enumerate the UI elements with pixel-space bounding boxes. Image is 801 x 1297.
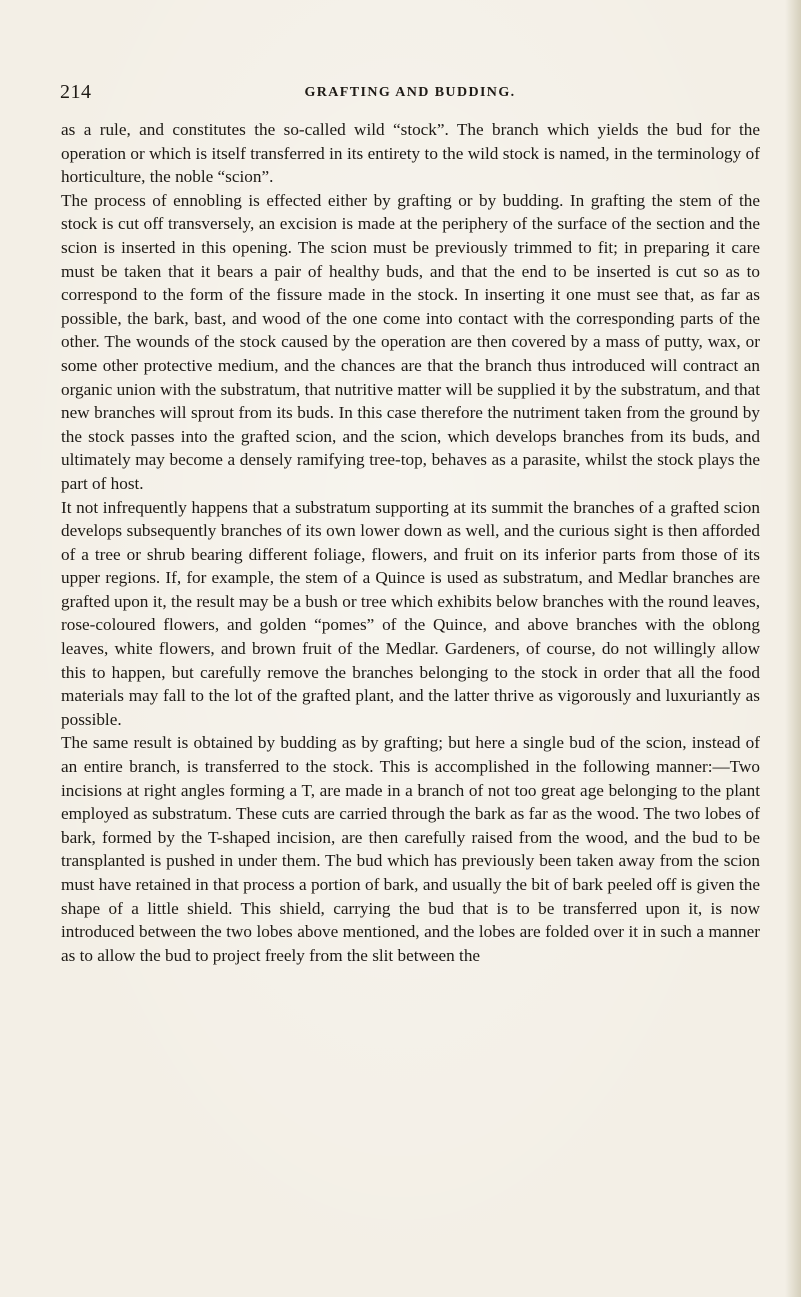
- paragraph-2: The process of ennobling is effected either by grafting or by budding. In grafting the stem of the stock is cut off transversely, an excision is made at the periphery of the surface of the section and the scion is inserted in this opening. The scion must be previously trimmed to fit; in preparing it care must be taken that it bears a pair of healthy buds, and that the end to be inserted is cut so as to correspond to the form of the fissure made in the stock. In inserting it one must see that, as far as possible, the bark, bast, and wood of the one come into contact with the corresponding parts of the other. The wounds of the stock caused by the operation are then covered by a mass of putty, wax, or some other protective medium, and the chances are that the branch thus introduced will contract an organic union with the substratum, that nutritive matter will be supplied it by the substratum, and that new branches will sprout from its buds. In this case therefore the nutriment taken from the ground by the stock passes into the grafted scion, and the scion, which develops branches from its buds, and ultimately may become a densely ramifying tree-top, behaves as a parasite, whilst the stock plays the part of host.: [61, 190, 760, 493]
- paragraph-3: It not infrequently happens that a substratum supporting at its summit the branches of a grafted scion develops subsequently branches of its own lower down as well, and the curious sight is then afforded of a tree or shrub bearing different foliage, flowers, and fruit on its inferior parts from those of its upper regions. If, for example, the stem of a Quince is used as substratum, and Medlar branches are grafted upon it, the result may be a bush or tree which exhibits below branches with the round leaves, rose-coloured flowers, and golden “pomes” of the Quince, and above branches with the oblong leaves, white flowers, and brown fruit of the Medlar. Gardeners, of course, do not willingly allow this to happen, but carefully remove the branches belonging to the stock in order that all the food materials may fall to the lot of the grafted plant, and the latter thrive as vigorously and luxuriantly as possible.: [61, 497, 760, 729]
- paragraph-4: The same result is obtained by budding as by grafting; but here a single bud of the scion, instead of an entire branch, is transferred to the stock. This is accomplished in the following manner:—Two incisions at right angles forming a T, are made in a branch of not too great age belonging to the plant employed as substratum. These cuts are carried through the bark as far as the wood. The two lobes of bark, formed by the T-shaped incision, are then carefully raised from the wood, and the bud to be transplanted is pushed in under them. The bud which has previously been taken away from the scion must have retained in that process a portion of bark, and usually the bit of bark peeled off is given the shape of a little shield. This shield, carrying the bud that is to be transferred upon it, is now introduced between the two lobes above mentioned, and the lobes are folded over it in such a manner as to allow the bud to project freely from the slit between the: [61, 733, 760, 965]
- page-edge-shadow: [785, 0, 801, 1297]
- paragraph-1: as a rule, and constitutes the so-called wild “stock”. The branch which yields the bud for the operation or which is itself transferred in its entirety to the wild stock is named, in the terminology of horticulture, the noble “scion”.: [61, 120, 760, 187]
- running-head: GRAFTING AND BUDDING.: [304, 85, 516, 100]
- page-header: [60, 80, 760, 104]
- body-text: [61, 118, 760, 967]
- page-number: 214: [60, 81, 92, 103]
